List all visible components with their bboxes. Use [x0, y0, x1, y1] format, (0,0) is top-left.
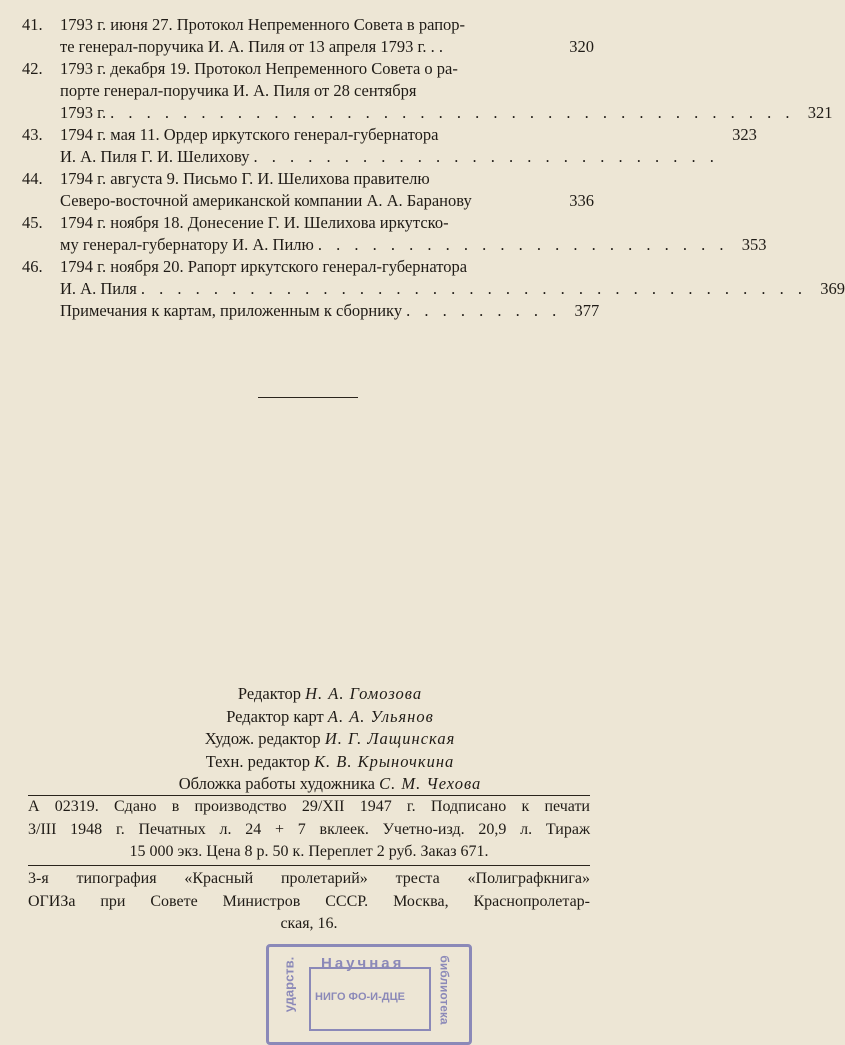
toc-entry-text: Примечания к картам, приложенным к сборнику: [60, 301, 403, 320]
toc-entry-page: 353: [741, 235, 767, 254]
printer-line: ская, 16.: [280, 915, 338, 932]
toc-entry-page: 336: [569, 191, 594, 210]
toc-entry-text: 1793 г.: [60, 103, 107, 122]
toc-entry: [22, 256, 845, 300]
credit-line: Техн. редактор К. В. Крыночкина: [205, 751, 455, 771]
toc-entry-number: 46.: [22, 257, 43, 276]
toc-entry-text: 1794 г. ноября 18. Донесение Г. И. Шелихова иркутско-: [60, 213, 449, 232]
leader-dots: . . . . . . . . . . . . . . . . . . . . . . .: [317, 235, 729, 254]
toc-entry: [22, 300, 600, 322]
credit-line: Редактор карт А. А. Ульянов: [226, 706, 434, 726]
toc-entry: [22, 124, 757, 168]
toc-entry-text: те генерал-поручика И. А. Пиля от 13 апреля 1793 г. . .: [60, 37, 443, 56]
toc-entry: [22, 168, 594, 212]
imprint-line: 15 000 экз. Цена 8 р. 50 к. Переплет 2 руб. Заказ 671.: [129, 843, 489, 860]
toc-entry-text: му генерал-губернатору И. А. Пилю: [60, 235, 314, 254]
toc-entry-number: 41.: [22, 15, 43, 34]
toc-entry-page: 323: [732, 125, 757, 144]
toc-entry-number: [22, 300, 60, 322]
library-stamp: Научная НИГО ФО-И-ДЦЕ ударств. библиотека: [266, 944, 472, 1045]
leader-dots: . . . . . . . . . . . . . . . . . . . . . . . . . .: [253, 147, 719, 166]
printer-block: [28, 868, 590, 936]
toc-entry: [22, 58, 833, 124]
credit-line: Обложка работы художника С. М. Чехова: [178, 774, 482, 793]
toc-entry-number: 43.: [22, 125, 43, 144]
toc-entry-text: порте генерал-поручика И. А. Пиля от 28 сентября: [60, 81, 417, 100]
toc-entry-page: 369: [820, 279, 845, 298]
imprint-line: А 02319. Сдано в производство 29/XII 1947 г. Подписано к печати: [28, 798, 590, 815]
leader-dots: . . . . . . . . .: [406, 301, 562, 320]
rule: [28, 865, 590, 866]
toc-entry-page: 321: [807, 103, 833, 122]
toc-entry-text: И. А. Пиля Г. И. Шелихову: [60, 147, 250, 166]
toc-entry-number: 42.: [22, 59, 43, 78]
toc-entry-text: 1794 г. августа 9. Письмо Г. И. Шелихова правителю: [60, 169, 430, 188]
printer-line: ОГИЗа при Совете Министров СССР. Москва, Краснопролетар-: [28, 892, 590, 910]
toc-entry-text: 1794 г. ноября 20. Рапорт иркутского генерал-губернатора: [60, 257, 468, 276]
imprint-block: [28, 796, 590, 864]
section-divider: [258, 397, 358, 398]
toc-entry-text: 1793 г. декабря 19. Протокол Непременного Совета о ра-: [60, 59, 458, 78]
leader-dots: . . . . . . . . . . . . . . . . . . . . . . . . . . . . . . . . . . . . . .: [110, 103, 795, 122]
toc-entry-text: 1793 г. июня 27. Протокол Непременного Совета в рапор-: [60, 15, 466, 34]
toc-entry: [22, 14, 594, 58]
imprint-line: 3/III 1948 г. Печатных л. 24 + 7 вклеек. Учетно-изд. 20,9 л. Тираж: [28, 820, 590, 838]
toc-entry-text: И. А. Пиля: [60, 279, 137, 298]
credit-line: Худож. редактор И. Г. Лащинская: [204, 729, 456, 748]
credit-line: Редактор Н. А. Гомозова: [237, 684, 423, 703]
leader-dots: . . . . . . . . . . . . . . . . . . . . . . . . . . . . . . . . . . . . .: [140, 279, 808, 298]
table-of-contents: [22, 14, 845, 322]
toc-entry-page: 320: [569, 37, 594, 56]
toc-entry-page: 377: [574, 301, 600, 320]
editorial-credits: [120, 683, 540, 796]
toc-entry: [22, 212, 767, 256]
toc-entry-text: Северо-восточной американской компании А. А. Баранову: [60, 191, 472, 210]
toc-entry-number: 45.: [22, 213, 43, 232]
toc-entry-text: 1794 г. мая 11. Ордер иркутского генерал-губернатора: [60, 125, 439, 144]
toc-entry-number: 44.: [22, 169, 43, 188]
printer-line: 3-я типография «Красный пролетарий» треста «Полиграфкнига»: [28, 870, 590, 887]
